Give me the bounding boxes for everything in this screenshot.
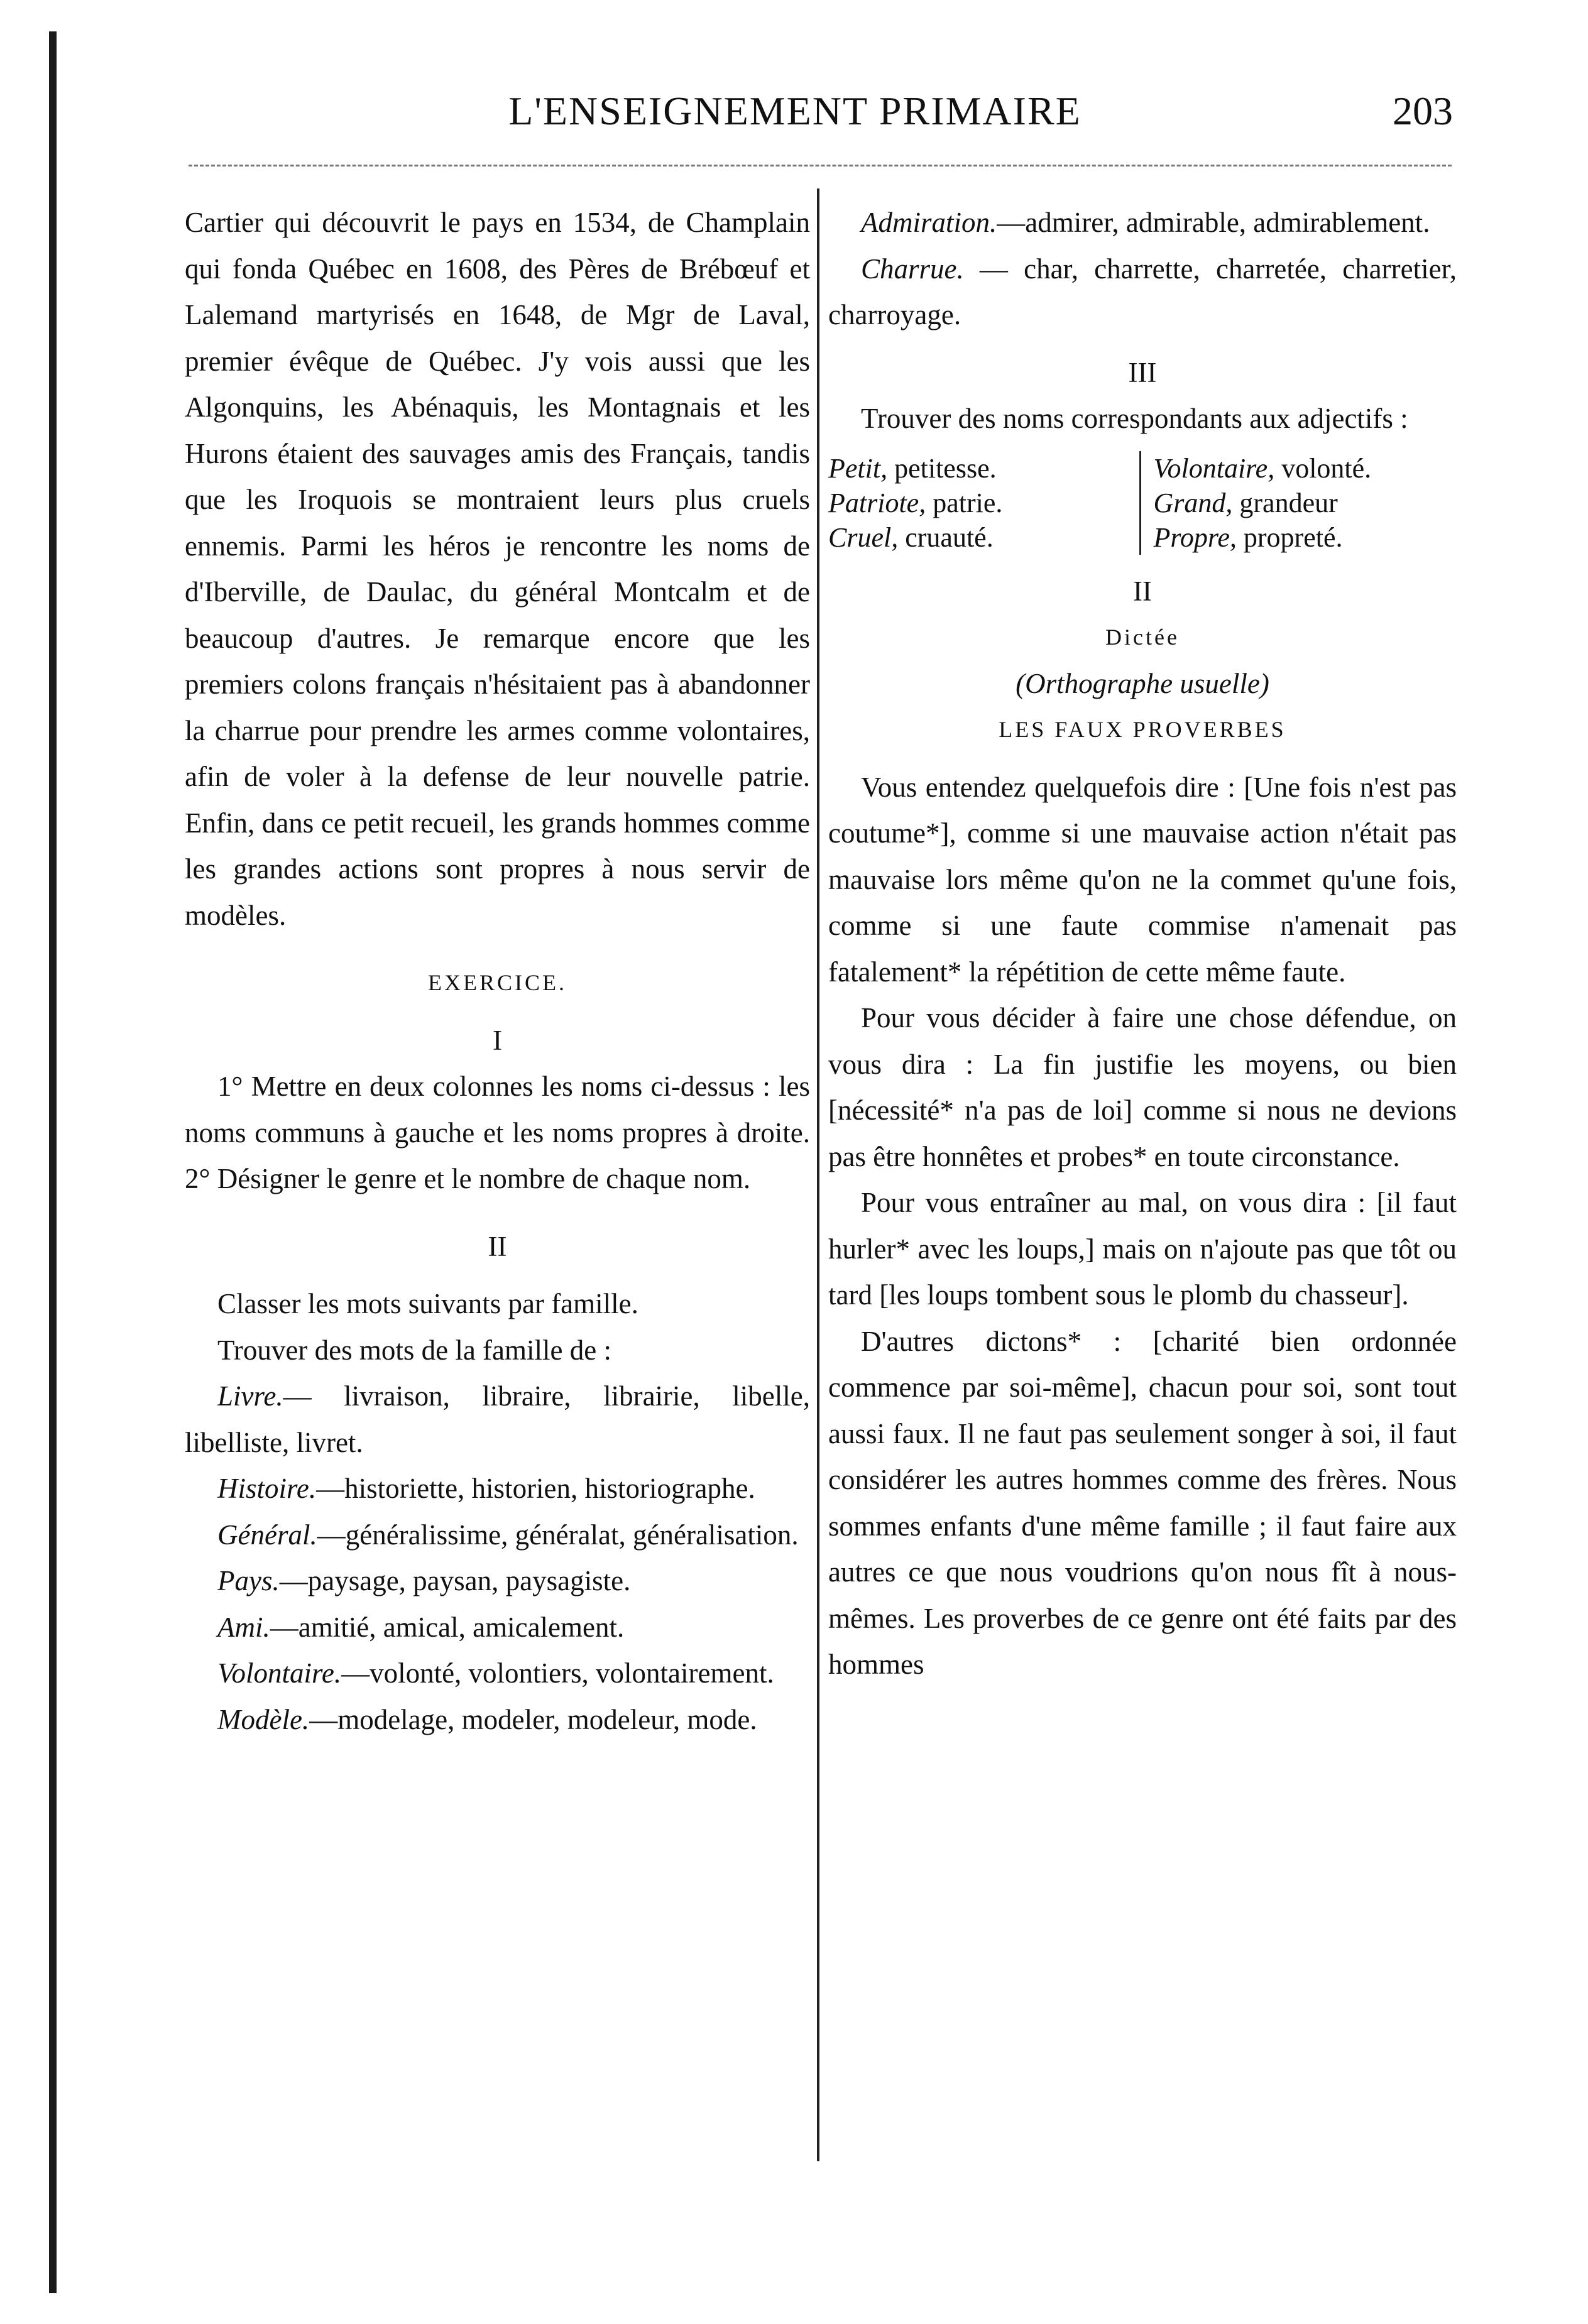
noun: volonté. xyxy=(1274,452,1372,484)
family-derived: — char, charrette, charretée, charretier, charroyage. xyxy=(828,253,1457,330)
section-1-text: 1° Mettre en deux colonnes les noms ci-dessus : les noms communs à gauche et les noms propres à droite. 2° Désigner le genre et le nombre de chaque nom. xyxy=(185,1071,810,1194)
noun: patrie. xyxy=(926,487,1003,518)
adjective-row xyxy=(828,520,1132,555)
family-entry xyxy=(828,200,1457,246)
section-numeral-4: II xyxy=(1133,575,1152,607)
dictee-subtitle: (Orthographe usuelle) xyxy=(1016,667,1269,699)
page-number: 203 xyxy=(1393,89,1453,133)
dictee-paragraph-1: Vous entendez quelquefois dire : [Une fois n'est pas coutume*], comme si une mauvaise action n'était pas mauvaise lors même qu'on ne la commet qu'une fois, comme si une faute commise n'amenait pas fatalement* la répétition de cette même faute. xyxy=(828,771,1457,988)
adjective-row xyxy=(828,451,1132,486)
family-entry xyxy=(185,1650,810,1697)
adjective: Volontaire, xyxy=(1153,452,1275,484)
intro-paragraph: Cartier qui découvrit le pays en 1534, de Champlain qui fonda Québec en 1608, des Pères de Brébœuf et Lalemand martyrisés en 1648, de Mgr de Laval, premier évêque de Québec. J'y vois aussi que les Algonquins, les Abénaquis, les Montagnais et les Hurons étaient des sauvages amis des Français, tandis que les Iroquois se montraient leurs plus cruels ennemis. Parmi les héros je rencontre les noms de d'Iberville, de Daulac, du général Montcalm et de beaucoup d'autres. Je remarque encore que les premiers colons français n'hésitaient pas à abandonner la charrue pour prendre les armes comme volontaires, afin de voler à la defense de leur nouvelle patrie. Enfin, dans ce petit recueil, les grands hommes comme les grandes actions sont propres à nous servir de modèles. xyxy=(185,207,810,931)
family-entry xyxy=(185,1697,810,1743)
section-2-instruction-1: Classer les mots suivants par famille. xyxy=(217,1288,638,1319)
dictee-paragraph-4: D'autres dictons* : [charité bien ordonnée commence par soi-même], chacun pour soi, sont tout aussi faux. Il ne faut pas seulement songer à soi, il faut considérer les autres hommes comme des frères. Nous sommes enfants d'une même famille ; il faut faire aux autres ce que nous voudrions qu'on nous fît à nous-mêmes. Les proverbes de ce genre ont été faits par des hommes xyxy=(828,1325,1457,1680)
family-derived: —paysage, paysan, paysagiste. xyxy=(279,1565,631,1596)
exercise-heading: EXERCICE. xyxy=(428,970,567,995)
right-column xyxy=(828,200,1457,1688)
family-word: Modèle. xyxy=(217,1703,310,1735)
family-derived: —généralissime, généralat, généralisation. xyxy=(317,1519,799,1551)
adjective-row xyxy=(1154,520,1457,555)
dictee-paragraph-3: Pour vous entraîner au mal, on vous dira : [il faut hurler* avec les loups,] mais on n'ajoute pas que tôt ou tard [les loups tombent sous le plomb du chasseur]. xyxy=(828,1187,1457,1311)
family-derived: —modelage, modeler, modeleur, mode. xyxy=(309,1703,757,1735)
column-divider xyxy=(817,188,819,2161)
noun: propreté. xyxy=(1236,521,1343,553)
family-entry xyxy=(185,1605,810,1651)
dictee-heading: Dictée xyxy=(1105,625,1180,650)
family-entry xyxy=(828,246,1457,339)
dictee-title: LES FAUX PROVERBES xyxy=(999,717,1286,742)
adjective: Patriote, xyxy=(828,487,926,518)
family-entry xyxy=(185,1558,810,1605)
adjective-row xyxy=(1154,451,1457,486)
family-derived: —volonté, volontiers, volontairement. xyxy=(341,1657,774,1689)
adjective: Propre, xyxy=(1153,521,1237,553)
adjective-list-right xyxy=(1139,451,1457,555)
dictee-paragraph-2: Pour vous décider à faire une chose défendue, on vous dira : La fin justifie les moyens, ou bien [nécessité* n'a pas de loi] comme si nous ne devions pas être honnêtes et probes* en toute circonstance. xyxy=(828,1002,1457,1172)
family-word: Livre. xyxy=(217,1380,283,1412)
scan-edge-bar xyxy=(49,31,57,2293)
noun: petitesse. xyxy=(887,452,997,484)
section-numeral-3: III xyxy=(1128,356,1157,388)
noun: grandeur xyxy=(1232,487,1338,518)
section-3-instruction: Trouver des noms correspondants aux adjectifs : xyxy=(861,403,1408,434)
section-numeral-1: I xyxy=(493,1024,502,1056)
adjective: Grand, xyxy=(1153,487,1233,518)
left-column xyxy=(185,200,810,1743)
family-derived: — livraison, libraire, librairie, libelle, libelliste, livret. xyxy=(185,1380,810,1458)
family-entry xyxy=(185,1512,810,1559)
running-header-title: L'ENSEIGNEMENT PRIMAIRE xyxy=(508,89,1081,133)
family-word: Admiration. xyxy=(861,207,997,238)
family-word: Histoire. xyxy=(217,1473,317,1504)
adjective-table xyxy=(828,451,1457,555)
adjective-row xyxy=(828,486,1132,520)
family-entry xyxy=(185,1373,810,1466)
section-2-instruction-2: Trouver des mots de la famille de : xyxy=(217,1334,611,1366)
adjective-list-left xyxy=(828,451,1139,555)
section-numeral-2: II xyxy=(488,1230,507,1262)
family-word: Pays. xyxy=(217,1565,280,1596)
header-rule xyxy=(189,165,1452,166)
family-word: Ami. xyxy=(217,1611,270,1643)
adjective-row xyxy=(1154,486,1457,520)
family-word: Volontaire. xyxy=(217,1657,342,1689)
noun: cruauté. xyxy=(898,521,994,553)
family-word: Général. xyxy=(217,1519,317,1551)
family-derived: —admirer, admirable, admirablement. xyxy=(997,207,1430,238)
family-entry xyxy=(185,1466,810,1512)
family-derived: —amitié, amical, amicalement. xyxy=(270,1611,625,1643)
family-word: Charrue. xyxy=(861,253,964,285)
family-derived: —historiette, historien, historiographe. xyxy=(316,1473,755,1504)
adjective: Cruel, xyxy=(828,521,899,553)
adjective: Petit, xyxy=(828,452,888,484)
